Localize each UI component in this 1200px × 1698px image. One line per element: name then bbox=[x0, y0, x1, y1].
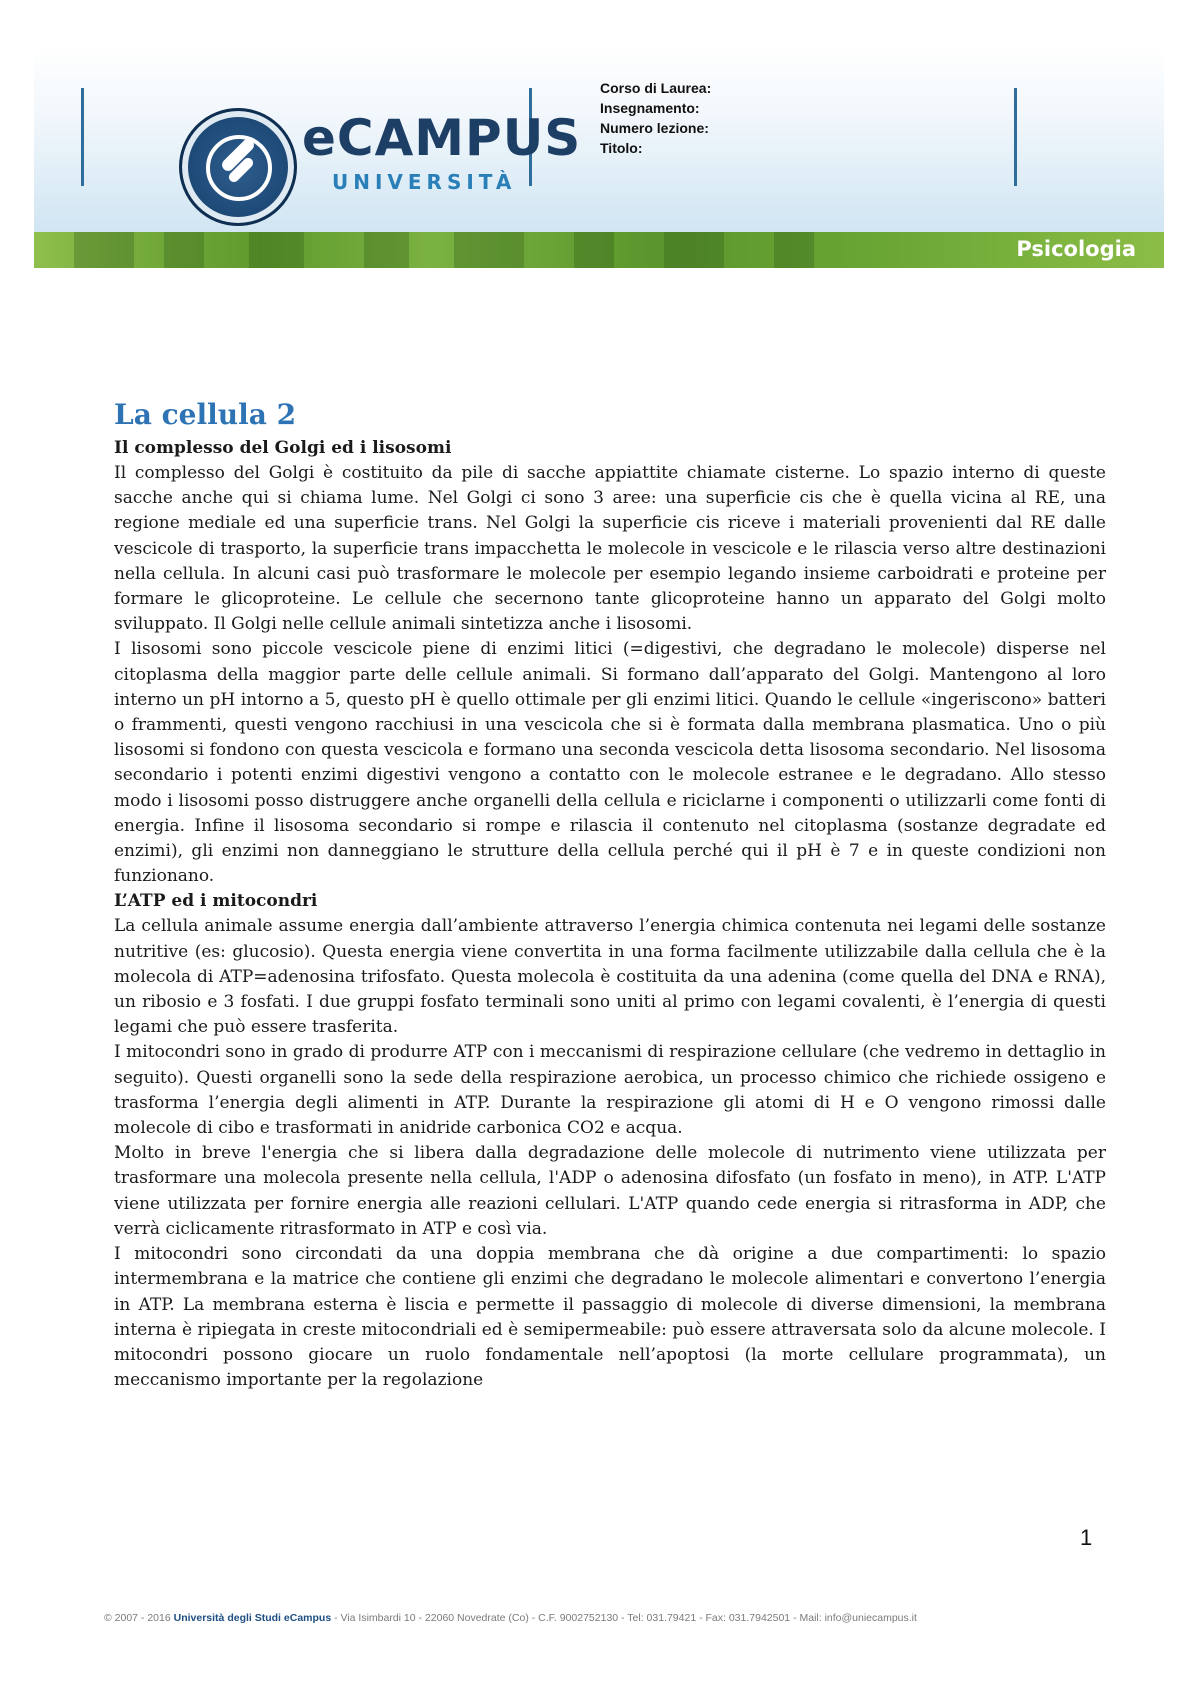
page-title: La cellula 2 bbox=[114, 398, 297, 431]
section-heading: Il complesso del Golgi ed i lisosomi bbox=[114, 438, 452, 458]
header-banner bbox=[34, 44, 1164, 268]
paragraph: Il complesso del Golgi è costituito da pile di sacche appiattite chiamate cisterne. Lo spazio interno di queste sacche anche qui si chiama lume. Nel Golgi ci sono 3 aree: una superficie cis che è quella vicina al RE, una regione mediale ed una superficie trans. Nel Golgi la superficie cis riceve i materiali provenienti dal RE dalle vescicole di trasporto, la superficie trans impacchetta le molecole in vescicole e le rilascia verso altre destinazioni nella cellula. In alcuni casi può trasformare le molecole per esempio legando insieme carboidrati e proteine per formare le glicoproteine. Le cellule che secernono tante glicoproteine hanno un apparato del Golgi molto sviluppato. Il Golgi nelle cellule animali sintetizza anche i lisosomi. bbox=[114, 463, 1106, 635]
meta-corso: Corso di Laurea: bbox=[600, 80, 712, 96]
footer-address: - Via Isimbardi 10 - 22060 Novedrate (Co) - C.F. 9002752130 - Tel: 031.79421 - Fax: 031.7942501 - Mail: info@uniecampus.it bbox=[331, 1612, 917, 1624]
header-divider bbox=[1014, 88, 1017, 186]
page-number: 1 bbox=[1080, 1525, 1093, 1550]
course-meta bbox=[600, 78, 711, 158]
faculty-stripe bbox=[34, 232, 1164, 268]
paragraph: I mitocondri sono circondati da una doppia membrana che dà origine a due compartimenti: lo spazio intermembrana e la matrice che contiene gli enzimi che degradano le molecole alimentari e convertono l’energia in ATP. La membrana esterna è liscia e permette il passaggio di molecole di diverse dimensioni, la membrana interna è ripiegata in creste mitocondriali ed è semipermeabile: può essere attraversata solo da alcune molecole. I mitocondri possono giocare un ruolo fondamentale nell’apoptosi (la morte cellulare programmata), un meccanismo importante per la regolazione bbox=[114, 1244, 1106, 1391]
header-divider bbox=[81, 88, 84, 186]
meta-titolo: Titolo: bbox=[600, 140, 643, 156]
meta-numero-lezione: Numero lezione: bbox=[600, 120, 709, 136]
paragraph: I mitocondri sono in grado di produrre ATP con i meccanismi di respirazione cellulare (che vedremo in dettaglio in seguito). Questi organelli sono la sede della respirazione aerobica, un processo chimico che richiede ossigeno e trasforma l’energia degli alimenti in ATP. Durante la respirazione gli atomi di H e O vengono rimossi dalle molecole di cibo e trasformati in anidride carbonica CO2 e acqua. bbox=[114, 1042, 1106, 1139]
paragraph: La cellula animale assume energia dall’ambiente attraverso l’energia chimica contenuta nei legami delle sostanze nutritive (es: glucosio). Questa energia viene convertita in una forma facilmente utilizzabile dalla cellula che è la molecola di ATP=adenosina trifosfato. Questa molecola è costituita da una adenina (come quella del DNA e RNA), un ribosio e 3 fosfati. I due gruppi fosfato terminali sono uniti al primo con legami covalenti, è l’energia di questi legami che può essere trasferita. bbox=[114, 916, 1106, 1038]
logo-subtitle: UNIVERSITÀ bbox=[332, 170, 517, 194]
section-heading: L’ATP ed i mitocondri bbox=[114, 891, 318, 912]
faculty-label: Psicologia bbox=[1016, 237, 1136, 261]
paragraph: I lisosomi sono piccole vescicole piene di enzimi litici (=digestivi, che degradano le molecole) disperse nel citoplasma della maggior parte delle cellule animali. Si formano dall’apparato del Golgi. Mantengono al loro interno un pH intorno a 5, questo pH è quello ottimale per gli enzimi litici. Quando le cellule «ingeriscono» batteri o frammenti, questi vengono racchiusi in una vescicola che si è formata dalla membrana plasmatica. Uno o più lisosomi si fondono con questa vescicola e formano una seconda vescicola detta lisosoma secondario. Nel lisosoma secondario i potenti enzimi digestivi vengono a contatto con le molecole estranee e le degradano. Allo stesso modo i lisosomi posso distruggere anche organelli della cellula e riciclarne i componenti o utilizzarli come fonti di energia. Infine il lisosoma secondario si rompe e rilascia il contenuto nel citoplasma (sostanze degradate ed enzimi), gli enzimi non danneggiano le strutture della cellula perché qui il pH è 7 e in queste condizioni non funzionano. bbox=[114, 639, 1106, 887]
logo-wordmark: eCAMPUS bbox=[302, 109, 582, 167]
ecampus-seal-logo bbox=[179, 108, 297, 226]
meta-insegnamento: Insegnamento: bbox=[600, 100, 700, 116]
paragraph: Molto in breve l'energia che si libera dalla degradazione delle molecole di nutrimento viene utilizzata per trasformare una molecola presente nella cellula, l'ADP o adenosina difosfato (un fosfato in meno), in ATP. L'ATP viene utilizzata per fornire energia alle reazioni cellulari. L'ATP quando cede energia si ritrasforma in ADP, che verrà ciclicamente ritrasformato in ATP e così via. bbox=[114, 1143, 1106, 1239]
footer bbox=[104, 1612, 1104, 1624]
footer-university: Università degli Studi eCampus bbox=[173, 1612, 332, 1624]
document-body bbox=[114, 398, 1106, 1393]
footer-copyright: © 2007 - 2016 bbox=[104, 1612, 174, 1624]
